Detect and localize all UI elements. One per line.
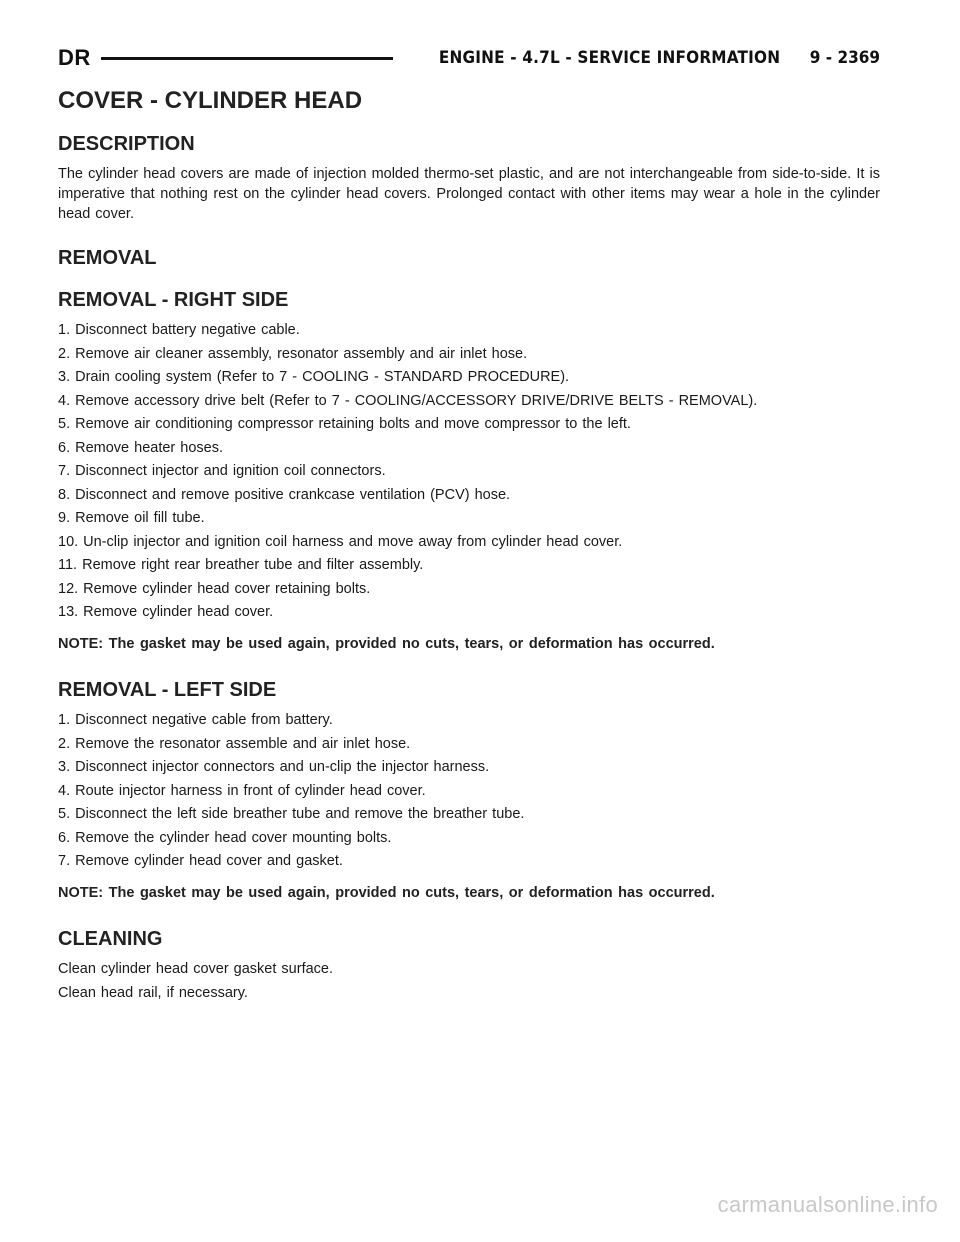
removal-right-steps	[58, 320, 880, 622]
page-header	[58, 44, 880, 72]
removal-heading: REMOVAL	[58, 247, 157, 269]
removal-left-heading: REMOVAL - LEFT SIDE	[58, 679, 277, 701]
header-section-title: ENGINE - 4.7L - SERVICE INFORMATION	[438, 48, 780, 68]
list-item: 12. Remove cylinder head cover retaining bolts.	[58, 580, 371, 597]
list-item: 6. Remove heater hoses.	[58, 439, 224, 456]
list-item: 1. Disconnect battery negative cable.	[58, 322, 300, 338]
list-item: Clean cylinder head cover gasket surface.	[58, 961, 334, 977]
list-item: 10. Un-clip injector and ignition coil harness and move away from cylinder head cover.	[58, 533, 623, 550]
list-item: 7. Disconnect injector and ignition coil connectors.	[58, 463, 386, 479]
header-page-number: 9 - 2369	[809, 48, 880, 68]
list-item: 11. Remove right rear breather tube and filter assembly.	[58, 557, 424, 573]
removal-left-note: NOTE: The gasket may be used again, provided no cuts, tears, or deformation has occurred.	[58, 885, 715, 901]
list-item: Clean head rail, if necessary.	[58, 984, 248, 1001]
description-text: The cylinder head covers are made of injection molded thermo-set plastic, and are not interchangeable from side-to-side. It is imperative that nothing rest on the cylinder head covers. Prolonged contact with other items may wear a hole in the cylinder head cover.	[58, 166, 880, 222]
removal-left-steps	[58, 710, 880, 871]
site-watermark: carmanualsonline.info	[717, 1192, 938, 1217]
list-item: 7. Remove cylinder head cover and gasket.	[58, 853, 343, 869]
list-item: 9. Remove oil fill tube.	[58, 510, 205, 526]
list-item: 4. Route injector harness in front of cylinder head cover.	[58, 782, 426, 799]
list-item: 4. Remove accessory drive belt (Refer to 7 - COOLING/ACCESSORY DRIVE/DRIVE BELTS - REMOVAL).	[58, 392, 758, 409]
list-item: 13. Remove cylinder head cover.	[58, 604, 274, 620]
cleaning-heading: CLEANING	[58, 928, 163, 950]
list-item: 8. Disconnect and remove positive crankcase ventilation (PCV) hose.	[58, 486, 511, 503]
removal-right-heading: REMOVAL - RIGHT SIDE	[58, 289, 289, 311]
list-item: 5. Disconnect the left side breather tube and remove the breather tube.	[58, 806, 525, 822]
list-item: 3. Drain cooling system (Refer to 7 - COOLING - STANDARD PROCEDURE).	[58, 369, 570, 385]
list-item: 2. Remove the resonator assemble and air inlet hose.	[58, 735, 411, 752]
cleaning-lines	[58, 959, 880, 1003]
header-rule	[101, 57, 393, 60]
list-item: 3. Disconnect injector connectors and un-clip the injector harness.	[58, 759, 490, 775]
removal-right-note: NOTE: The gasket may be used again, provided no cuts, tears, or deformation has occurred.	[58, 636, 715, 652]
description-heading: DESCRIPTION	[58, 133, 195, 155]
list-item: 5. Remove air conditioning compressor retaining bolts and move compressor to the left.	[58, 416, 631, 432]
list-item: 6. Remove the cylinder head cover mounting bolts.	[58, 829, 392, 846]
list-item: 2. Remove air cleaner assembly, resonator assembly and air inlet hose.	[58, 345, 528, 362]
list-item: 1. Disconnect negative cable from battery.	[58, 712, 333, 728]
document-body	[58, 84, 880, 1003]
page-title: COVER - CYLINDER HEAD	[58, 87, 363, 114]
header-model-code: DR	[58, 45, 91, 70]
